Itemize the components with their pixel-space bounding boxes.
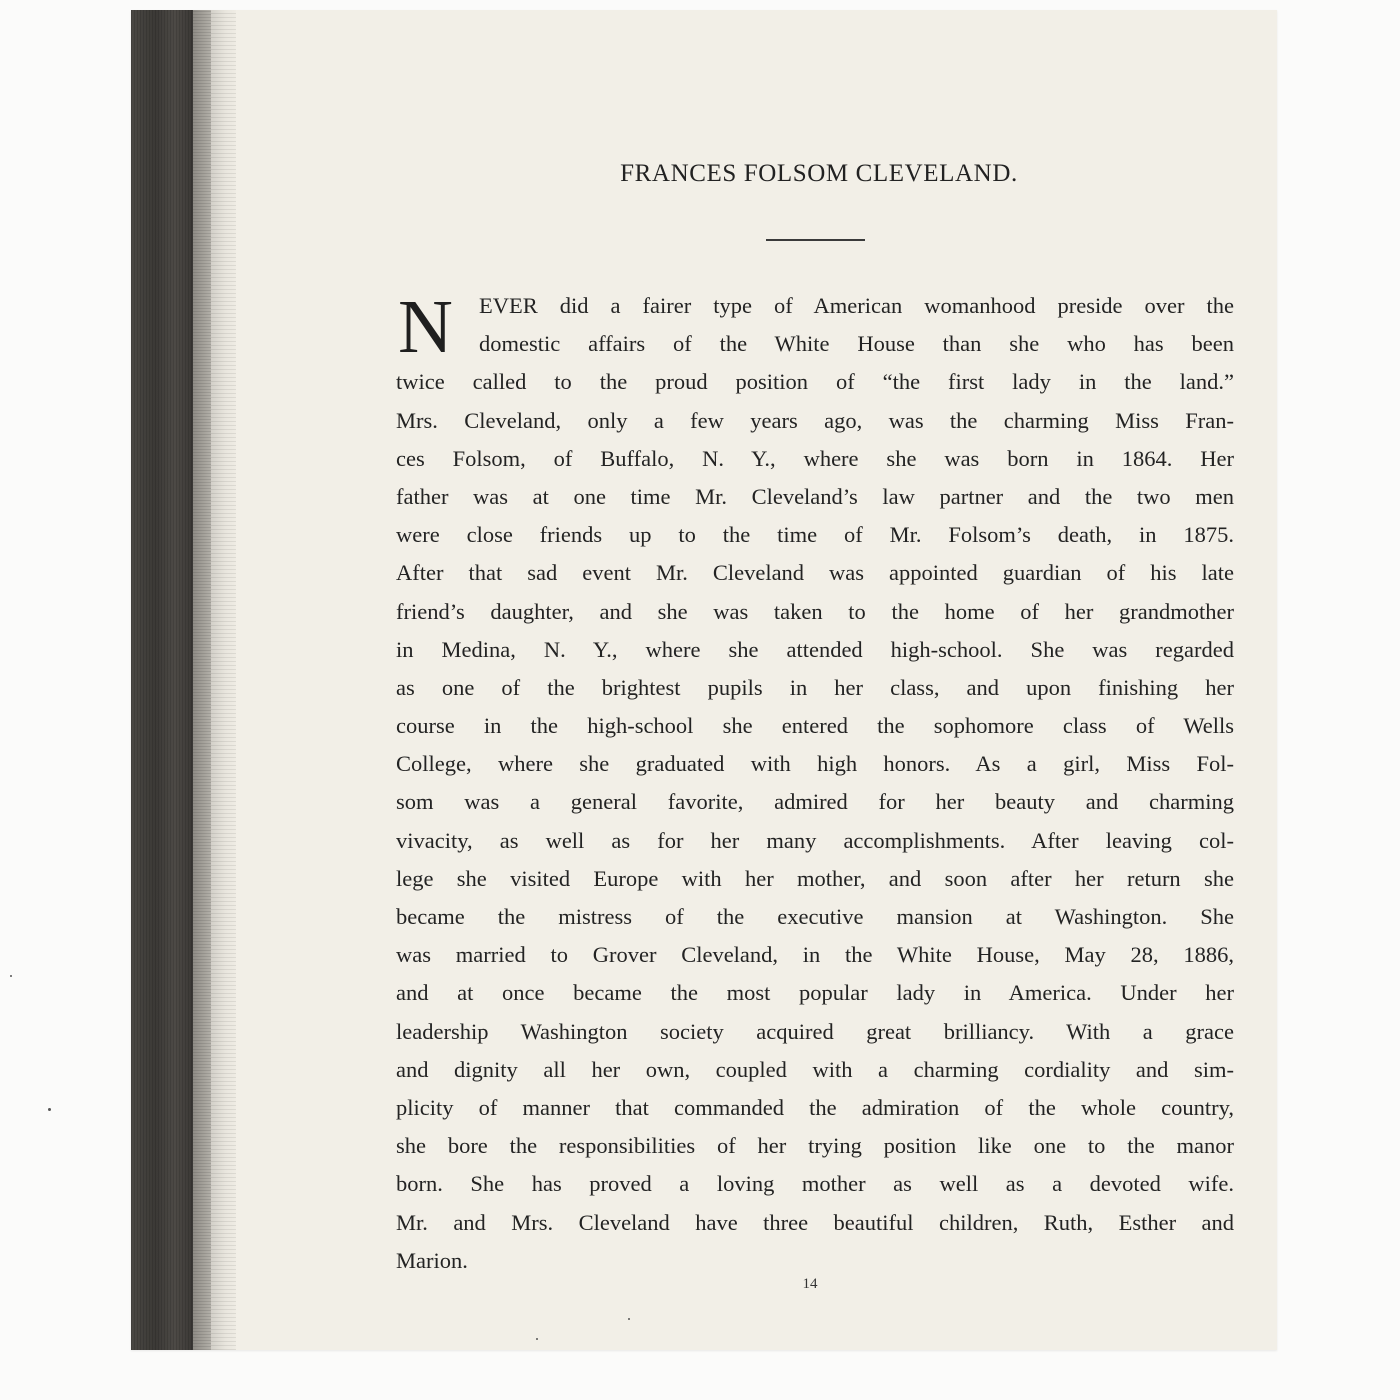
paper-speck xyxy=(48,1108,51,1111)
body-paragraph xyxy=(396,287,1234,1280)
body-line: domestic affairs of the White House than she who has been xyxy=(479,331,1234,357)
body-line: College, where she graduated with high honors. As a girl, Miss Fol- xyxy=(396,751,1234,777)
title-divider xyxy=(766,239,865,241)
page-binding-edge xyxy=(131,10,236,1350)
body-line: and dignity all her own, coupled with a charming cordiality and sim- xyxy=(396,1056,1234,1082)
body-line: After that sad event Mr. Cleveland was appointed guardian of his late xyxy=(396,560,1234,586)
body-line: ces Folsom, of Buffalo, N. Y., where she was born in 1864. Her xyxy=(396,445,1234,471)
body-line: friend’s daughter, and she was taken to the home of her grandmother xyxy=(396,598,1234,624)
body-line: was married to Grover Cleveland, in the White House, May 28, 1886, xyxy=(396,942,1234,968)
body-line: leadership Washington society acquired great brilliancy. With a grace xyxy=(396,1018,1234,1044)
body-line: vivacity, as well as for her many accomplishments. After leaving col- xyxy=(396,827,1234,853)
binding-dark-strip xyxy=(131,10,193,1350)
paper-speck xyxy=(536,1338,538,1340)
binding-light-strip xyxy=(211,10,236,1350)
body-line: in Medina, N. Y., where she attended high-school. She was regarded xyxy=(396,636,1234,662)
body-line: EVER did a fairer type of American womanhood preside over the xyxy=(479,293,1234,318)
drop-cap: N xyxy=(398,285,453,369)
body-line: Mrs. Cleveland, only a few years ago, was the charming Miss Fran- xyxy=(396,407,1234,433)
binding-mid-strip xyxy=(193,10,211,1350)
paper-speck xyxy=(628,1318,630,1320)
body-line: and at once became the most popular lady in America. Under her xyxy=(396,980,1234,1006)
body-line: born. She has proved a loving mother as well as a devoted wife. xyxy=(396,1171,1234,1197)
body-line: lege she visited Europe with her mother, and soon after her return she xyxy=(396,865,1234,891)
body-line: som was a general favorite, admired for her beauty and charming xyxy=(396,789,1234,815)
paper-speck xyxy=(10,975,12,977)
body-line: Mr. and Mrs. Cleveland have three beautiful children, Ruth, Esther and xyxy=(396,1209,1234,1235)
page-title: FRANCES FOLSOM CLEVELAND. xyxy=(620,160,1018,187)
page-number: 14 xyxy=(802,1276,818,1292)
body-line: she bore the responsibilities of her trying position like one to the manor xyxy=(396,1133,1234,1159)
body-line: twice called to the proud position of “the first lady in the land.” xyxy=(396,369,1234,395)
body-line: father was at one time Mr. Cleveland’s law partner and the two men xyxy=(396,483,1234,509)
body-line: course in the high-school she entered the sophomore class of Wells xyxy=(396,713,1234,739)
body-line: were close friends up to the time of Mr. Folsom’s death, in 1875. xyxy=(396,522,1234,548)
body-line: as one of the brightest pupils in her class, and upon finishing her xyxy=(396,674,1234,700)
body-line: became the mistress of the executive mansion at Washington. She xyxy=(396,904,1234,929)
body-line: plicity of manner that commanded the admiration of the whole country, xyxy=(396,1094,1234,1120)
body-line: Marion. xyxy=(396,1247,468,1273)
